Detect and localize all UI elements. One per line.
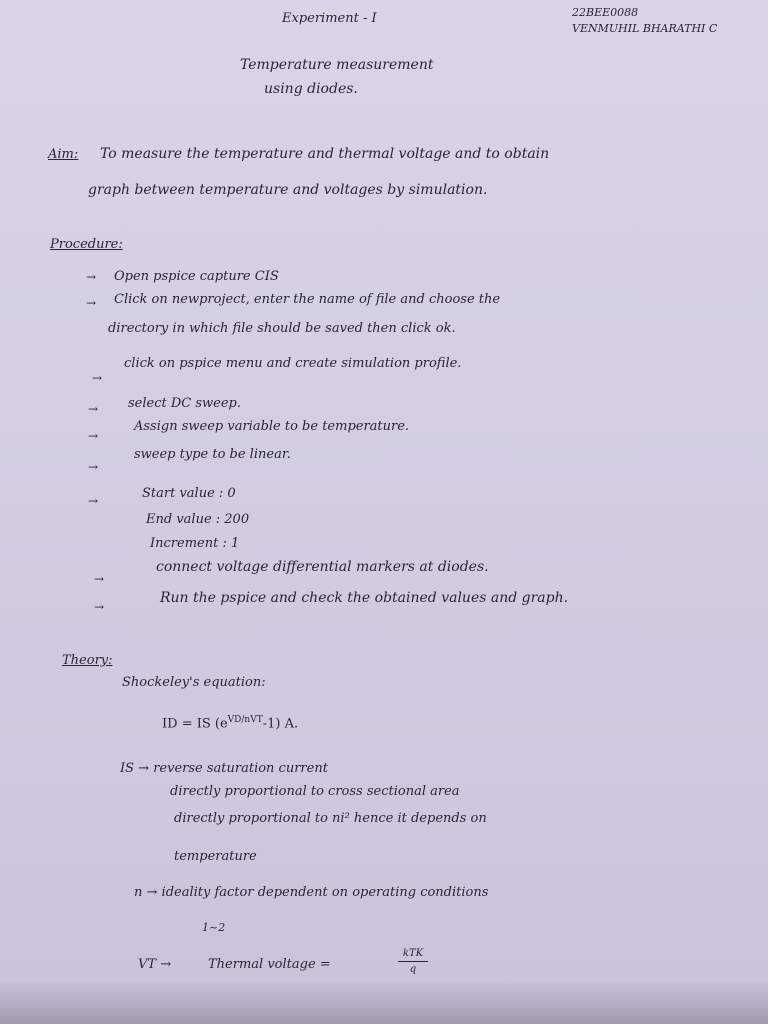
bullet-arrow: → — [86, 270, 97, 284]
equation-lhs: ID = IS (e — [162, 716, 228, 732]
is-ni-note: directly proportional to ni² hence it depends on — [174, 811, 487, 826]
shockley-heading: Shockeley's equation: — [122, 675, 266, 690]
bullet-arrow: → — [92, 371, 103, 385]
vt-definition: Thermal voltage = — [208, 957, 331, 972]
increment-value: Increment : 1 — [150, 536, 240, 551]
student-name: VENMUHIL BHARATHI C — [572, 22, 718, 35]
end-value: End value : 200 — [146, 512, 250, 527]
procedure-step-5: Assign sweep variable to be temperature. — [134, 419, 410, 434]
n-range: 1~2 — [202, 921, 226, 934]
bullet-arrow: → — [88, 494, 99, 508]
aim-text-line1: To measure the temperature and thermal voltage and to obtain — [100, 146, 550, 162]
bullet-arrow: → — [86, 296, 97, 310]
procedure-step-6: sweep type to be linear. — [134, 447, 291, 462]
roll-number: 22BEE0088 — [572, 6, 639, 19]
n-definition: n → ideality factor dependent on operating conditions — [134, 885, 489, 900]
vt-fraction — [398, 948, 428, 975]
procedure-step-2: Click on newproject, enter the name of file and choose the — [114, 292, 501, 307]
page-bottom-shadow — [0, 980, 768, 1024]
start-value: Start value : 0 — [142, 486, 236, 501]
fraction-bar — [398, 961, 428, 962]
procedure-step-4: select DC sweep. — [128, 396, 241, 411]
aim-label: Aim: — [48, 147, 79, 162]
shockley-equation — [162, 716, 298, 730]
theory-label: Theory: — [62, 653, 113, 668]
experiment-number: Experiment - I — [282, 11, 377, 26]
is-definition: IS → reverse saturation current — [120, 761, 328, 776]
procedure-step-3: click on pspice menu and create simulation profile. — [124, 356, 462, 371]
bullet-arrow: → — [88, 402, 99, 416]
equation-rhs: -1) A. — [262, 716, 299, 732]
is-temperature-note: temperature — [174, 849, 257, 864]
page-subtitle: using diodes. — [264, 81, 358, 97]
bullet-arrow: → — [88, 460, 99, 474]
page-title: Temperature measurement — [240, 57, 434, 73]
vt-denominator: q — [409, 964, 417, 975]
vt-label: VT → — [138, 957, 172, 972]
procedure-label: Procedure: — [50, 237, 123, 252]
bullet-arrow: → — [94, 572, 105, 586]
bullet-arrow: → — [94, 600, 105, 614]
aim-text-line2: graph between temperature and voltages by simulation. — [88, 182, 488, 198]
procedure-step-2-cont: directory in which file should be saved then click ok. — [108, 321, 456, 336]
procedure-step-9: Run the pspice and check the obtained values and graph. — [160, 590, 569, 606]
procedure-step-8: connect voltage differential markers at diodes. — [156, 559, 489, 575]
procedure-step-1: Open pspice capture CIS — [114, 269, 279, 284]
equation-exponent: VD/nVT — [227, 715, 263, 725]
vt-numerator: kTK — [402, 948, 424, 959]
is-area-note: directly proportional to cross sectional area — [170, 784, 460, 799]
bullet-arrow: → — [88, 429, 99, 443]
